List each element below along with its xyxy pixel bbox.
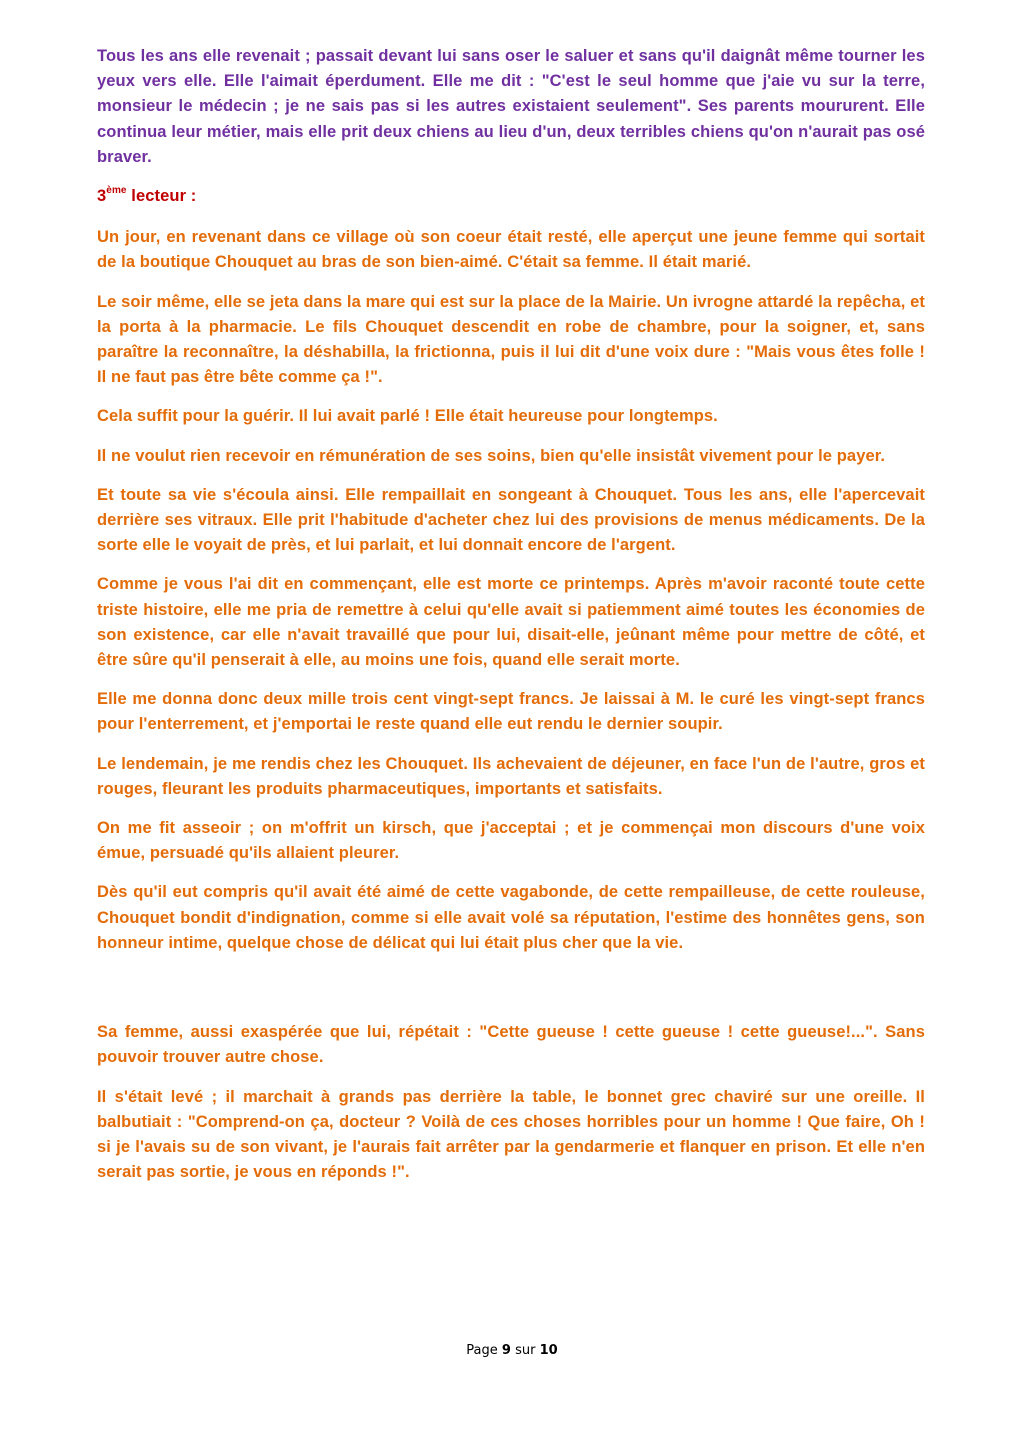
paragraph: Et toute sa vie s'écoula ainsi. Elle rempaillait en songeant à Chouquet. Tous les ans, elle l'apercevait derrière ses vitraux. Elle prit l'habitude d'acheter chez lui des provisions de menus médicaments. De la sorte elle le voyait de près, et lui parlait, et lui donnait encore de l'argent. [97, 485, 925, 555]
paragraph: Tous les ans elle revenait ; passait devant lui sans oser le saluer et sans qu'il daignât même tourner les yeux vers elle. Elle l'aimait éperdument. Elle me dit : "C'est le seul homme que j'aie vu sur la terre, monsieur le médecin ; je ne sais pas si les autres existaient seulement". Ses parents moururent. Elle continua leur métier, mais elle prit deux chiens au lieu d'un, deux terribles chiens qu'on n'aurait pas osé braver. [97, 47, 925, 166]
paragraph: Le soir même, elle se jeta dans la mare qui est sur la place de la Mairie. Un ivrogne attardé la repêcha, et la porta à la pharmacie. Le fils Chouquet descendit en robe de chambre, pour la soigner, et, sans paraître la reconnaître, la déshabilla, la frictionna, puis il lui dit d'une voix dure : "Mais vous êtes folle ! Il ne faut pas être bête comme ça !". [97, 292, 925, 387]
paragraph: Comme je vous l'ai dit en commençant, elle est morte ce printemps. Après m'avoir raconté toute cette triste histoire, elle me pria de remettre à celui qu'elle avait si patiemment aimé toutes les économies de son existence, car elle n'avait travaillé que pour lui, disait-elle, jeûnant même pour mettre de côté, et être sûre qu'il penserait à elle, au moins une fois, quand elle serait morte. [97, 575, 925, 670]
paragraph: Sa femme, aussi exaspérée que lui, répétait : "Cette gueuse ! cette gueuse ! cette gueuse!...". Sans pouvoir trouver autre chose. [97, 1023, 925, 1067]
reader-suffix: ème [106, 184, 127, 196]
paragraph: Il ne voulut rien recevoir en rémunération de ses soins, bien qu'elle insistât vivement pour le payer. [97, 446, 886, 465]
paragraph: On me fit asseoir ; on m'offrit un kirsch, que j'acceptai ; et je commençai mon discours d'une voix émue, persuadé qu'ils allaient pleurer. [97, 819, 925, 863]
reader-heading [97, 184, 925, 209]
paragraph: Le lendemain, je me rendis chez les Chouquet. Ils achevaient de déjeuner, en face l'un de l'autre, gros et rouges, fleurant les produits pharmaceutiques, importants et satisfaits. [97, 754, 925, 798]
paragraph: Il s'était levé ; il marchait à grands pas derrière la table, le bonnet grec chaviré sur une oreille. Il balbutiait : "Comprend-on ça, docteur ? Voilà de ces choses horribles pour un homme ! Que faire, Oh ! si je l'avais su de son vivant, je l'aurais fait arrêter par la gendarmerie et flanquer en prison. Et elle n'en serait pas sortie, je vous en réponds !". [97, 1087, 925, 1182]
blank-space [97, 970, 925, 1020]
document-page [97, 44, 925, 1199]
footer-prefix: Page [466, 1343, 498, 1358]
paragraph: Un jour, en revenant dans ce village où son coeur était resté, elle aperçut une jeune femme qui sortait de la boutique Chouquet au bras de son bien-aimé. C'était sa femme. Il était marié. [97, 228, 925, 272]
paragraph: Cela suffit pour la guérir. Il lui avait parlé ! Elle était heureuse pour longtemps. [97, 407, 718, 426]
page-footer [0, 1343, 1024, 1358]
paragraph: Dès qu'il eut compris qu'il avait été aimé de cette vagabonde, de cette rempailleuse, de cette rouleuse, Chouquet bondit d'indignation, comme si elle avait volé sa réputation, l'estime des honnêtes gens, son honneur intime, quelque chose de délicat qui lui était plus cher que la vie. [97, 883, 925, 952]
reader-label: lecteur : [131, 187, 197, 206]
paragraph: Elle me donna donc deux mille trois cent vingt-sept francs. Je laissai à M. le curé les vingt-sept francs pour l'enterrement, et j'emportai le reste quand elle eut rendu le dernier soupir. [97, 690, 925, 734]
footer-separator: sur [515, 1343, 536, 1358]
footer-current-page: 9 [501, 1343, 511, 1358]
footer-total-pages: 10 [539, 1343, 558, 1358]
reader-number: 3 [97, 187, 107, 206]
